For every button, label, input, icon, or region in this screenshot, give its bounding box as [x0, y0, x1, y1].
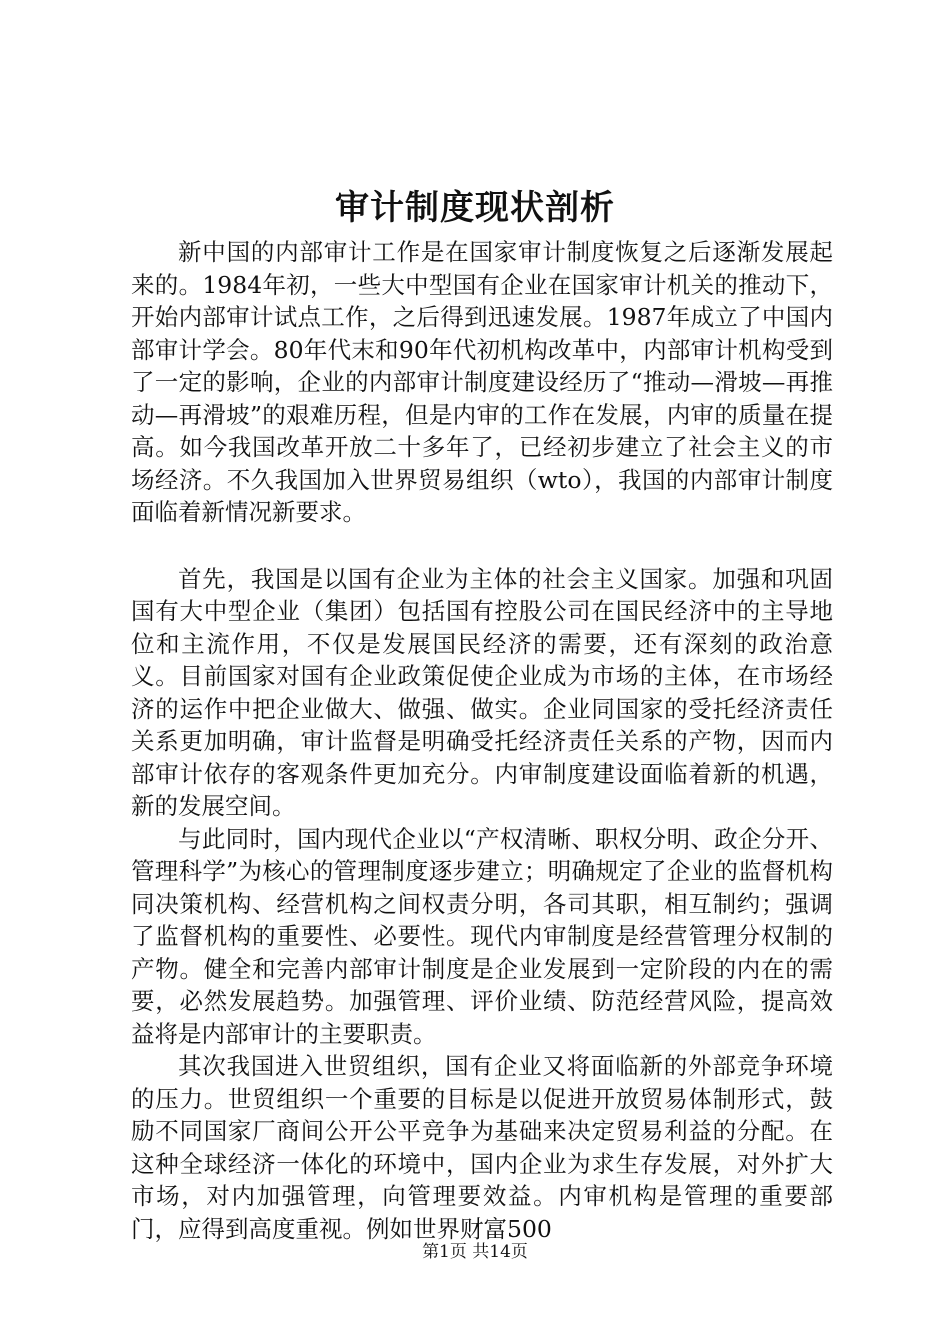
paragraph-4: 其次我国进入世贸组织，国有企业又将面临新的外部竞争环境的压力。世贸组织一个重要的目标是以促进开放贸易体制形式，鼓励不同国家厂商间公开公平竞争为基础来决定贸易利益的分配。在这种全球经济一体化的环境中，国内企业为求生存发展，对外扩大市场，对内加强管理，向管理要效益。内审机构是管理的重要部门，应得到高度重视。例如世界财富500	[131, 1052, 833, 1243]
paragraph-gap	[131, 529, 833, 563]
paragraph-3: 与此同时，国内现代企业以“产权清晰、职权分明、政企分开、管理科学”为核心的管理制度逐步建立；明确规定了企业的监督机构同决策机构、经营机构之间权责分明，各司其职，相互制约；强调了监督机构的重要性、必要性。现代内审制度是经营管理分权制的产物。健全和完善内部审计制度是企业发展到一定阶段的内在的需要，必然发展趋势。加强管理、评价业绩、防范经营风险，提高效益将是内部审计的主要职责。	[131, 824, 833, 1048]
page-footer: 第1页 共14页	[422, 1242, 528, 1262]
paragraph-1: 新中国的内部审计工作是在国家审计制度恢复之后逐渐发展起来的。1984年初，一些大中型国有企业在国家审计机关的推动下，开始内部审计试点工作，之后得到迅速发展。1987年成立了中国内部审计学会。80年代末和90年代初机构改革中，内部审计机构受到了一定的影响，企业的内部审计制度建设经历了“推动—滑坡—再推动—再滑坡”的艰难历程，但是内审的工作在发展，内审的质量在提高。如今我国改革开放二十多年了，已经初步建立了社会主义的市场经济。不久我国加入世界贸易组织（wto），我国的内部审计制度面临着新情况新要求。	[131, 238, 833, 526]
document-body	[131, 236, 833, 1245]
paragraph-2: 首先，我国是以国有企业为主体的社会主义国家。加强和巩固国有大中型企业（集团）包括国有控股公司在国民经济中的主导地位和主流作用，不仅是发展国民经济的需要，还有深刻的政治意义。目前国家对国有企业政策促使企业成为市场的主体，在市场经济的运作中把企业做大、做强、做实。企业同国家的受托经济责任关系更加明确，审计监督是明确受托经济责任关系的产物，因而内部审计依存的客观条件更加充分。内审制度建设面临着新的机遇，新的发展空间。	[131, 564, 833, 820]
document-title: 审计制度现状剖析	[335, 188, 615, 228]
